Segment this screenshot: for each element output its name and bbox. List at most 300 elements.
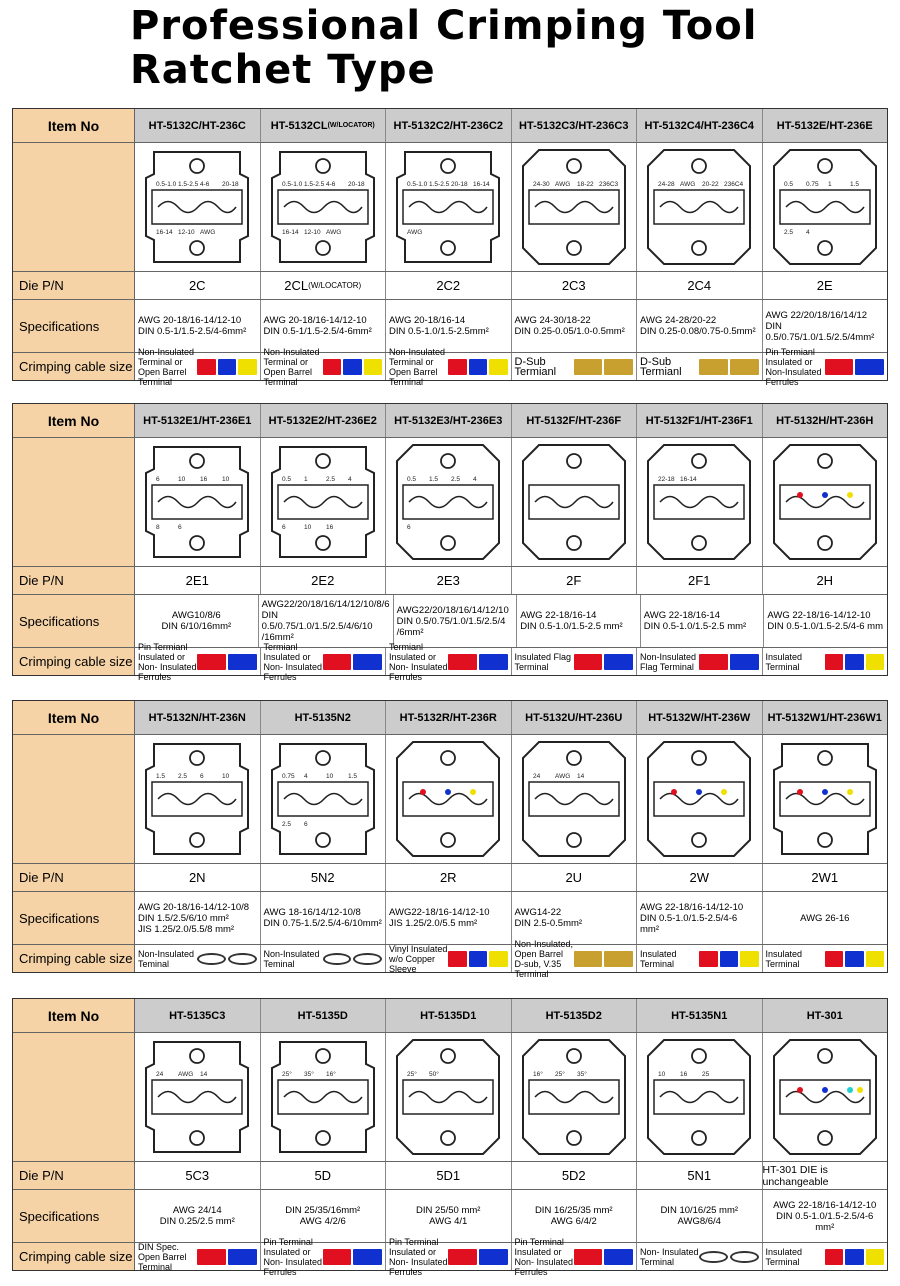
die-label: 35°	[303, 1071, 314, 1078]
terminal-icon	[448, 951, 507, 967]
die-pn-value: 2E3	[436, 573, 460, 588]
color-dot	[857, 1087, 863, 1093]
crimp-cell	[135, 641, 261, 682]
die-label: 2.5	[451, 476, 461, 483]
terminal-icon	[197, 359, 256, 375]
page-title	[130, 4, 757, 92]
die-label: 22-18	[658, 476, 675, 483]
crimp-text: Vinyl Insulated w/o Copper Sleeve	[389, 943, 448, 974]
die-label: 4	[347, 476, 352, 483]
die-label: 6	[407, 524, 411, 531]
spec-line: AWG22-18/16-14/12-10	[389, 907, 490, 918]
crimp-text: Pin Terminal Insulated or Non- Insulated Ferrules	[514, 1236, 574, 1277]
die-label: 35°	[576, 1071, 587, 1078]
die-label: 16-14	[281, 229, 299, 236]
die-pn-cell	[637, 864, 763, 891]
spec-lines	[766, 1200, 885, 1233]
color-dot	[797, 492, 803, 498]
item-no-cell	[763, 109, 888, 142]
item-model: HT-5135N2	[294, 711, 351, 724]
color-dot	[847, 789, 853, 795]
die-image-row	[13, 438, 887, 567]
item-model: HT-5132F/HT-236F	[526, 414, 622, 427]
spec-cell	[386, 300, 512, 352]
die-pn-value: 2W1	[811, 870, 839, 885]
die-label: 0.75	[281, 773, 295, 780]
item-no-label: Item No	[13, 701, 135, 734]
spec-lines	[138, 902, 249, 935]
spec-line: DIN 6/10/16mm²	[161, 621, 232, 632]
spec-line: AWG 22-18/16-14	[520, 610, 597, 621]
spec-lines	[520, 610, 622, 632]
item-no-cell	[512, 701, 638, 734]
terminal-swatch-icon	[323, 654, 352, 670]
terminal-swatch-icon	[604, 359, 633, 375]
item-no-cell	[512, 404, 638, 437]
item-sub: (W/LOCATOR)	[327, 122, 375, 129]
crimp-text: Non-Insulated Teminal	[263, 948, 320, 969]
die-drawing	[391, 144, 505, 270]
die-pn-cell	[637, 1162, 763, 1189]
die-pn-cell	[261, 864, 387, 891]
die-drawing	[768, 736, 882, 862]
crimp-cell	[386, 641, 512, 682]
color-dot	[445, 789, 451, 795]
spec-line: DIN 0.5-1.0/1.5-2.5 mm²	[520, 621, 623, 632]
die-image-row	[13, 1033, 887, 1162]
die-image-cell	[135, 735, 261, 863]
crimp-cell	[637, 1243, 763, 1270]
die-pn-value: 5N1	[687, 1168, 712, 1183]
terminal-swatch-icon	[720, 951, 738, 967]
terminal-swatch-icon	[343, 359, 361, 375]
spec-lines	[766, 310, 885, 343]
terminal-icon	[825, 654, 884, 670]
die-label: 1.5	[156, 773, 166, 780]
ring-terminal-icon	[353, 953, 382, 965]
die-label: 18-22	[576, 181, 594, 188]
die-label: 14	[576, 773, 584, 780]
die-pn-value: 2R	[439, 870, 457, 885]
die-image-cell	[386, 1033, 512, 1161]
terminal-swatch-icon	[604, 654, 633, 670]
die-label: 1.5	[429, 476, 439, 483]
die-image-cell	[135, 1033, 261, 1161]
item-model: HT-5132H/HT-236H	[776, 414, 874, 427]
die-label: 20-22	[702, 181, 719, 188]
terminal-swatch-icon	[197, 654, 226, 670]
crimp-cell	[261, 1236, 387, 1277]
spec-cell	[261, 892, 387, 944]
die-pn-cell	[261, 567, 387, 594]
die-label: 4-6	[200, 181, 210, 188]
die-image-row	[13, 143, 887, 272]
die-image-cell	[512, 735, 638, 863]
crimp-cell	[386, 346, 512, 387]
crimp-cell	[637, 353, 763, 380]
terminal-swatch-icon	[353, 1249, 382, 1265]
die-label: 12-10	[178, 229, 195, 236]
item-model: HT-5132E/HT-236E	[776, 119, 873, 132]
spec-cell	[135, 595, 259, 647]
spec-line: AWG8/6/4	[677, 1216, 721, 1227]
color-dot	[847, 1087, 853, 1093]
terminal-swatch-icon	[574, 359, 603, 375]
die-pn-cell	[386, 1162, 512, 1189]
spec-cell	[637, 1190, 763, 1242]
spec-line: DIN 0.5-1.0/1.5-2.5/4-6 mm²	[776, 1210, 874, 1233]
crimp-cell	[135, 945, 261, 972]
spec-cell	[763, 892, 888, 944]
terminal-icon	[574, 654, 633, 670]
crimp-cell	[261, 641, 387, 682]
terminal-swatch-icon	[730, 359, 759, 375]
die-pn-cell	[135, 864, 261, 891]
terminal-icon	[699, 654, 758, 670]
die-pn-cell	[261, 272, 387, 299]
terminal-swatch-icon	[448, 359, 466, 375]
spec-cell	[641, 595, 765, 647]
die-drawing	[517, 736, 631, 862]
image-label-spacer	[13, 438, 135, 566]
crimp-text: Pin Terminal Insulated or Non- Insulated Ferrules	[263, 1236, 323, 1277]
spec-line: DIN 0.25-0.05/1.0-0.5mm²	[514, 326, 625, 337]
ring-terminal-icon	[323, 953, 352, 965]
spec-lines	[640, 902, 759, 935]
item-no-cell	[637, 999, 763, 1032]
spec-line: DIN 0.5-1.0/1.5-2.5/4-6 mm²	[640, 912, 738, 935]
crimp-cell	[386, 1236, 512, 1277]
spec-line: AWG 20-18/16-14/12-10	[263, 315, 367, 326]
item-model: HT-5132C3/HT-236C3	[519, 119, 629, 132]
die-label: 25°	[281, 1071, 292, 1078]
spec-line: DIN 2.5-0.5mm²	[514, 918, 583, 929]
crimp-cell	[763, 648, 888, 675]
die-label: 16	[680, 1071, 688, 1078]
die-label: 24-30	[532, 181, 550, 188]
spec-cell	[386, 892, 512, 944]
die-label: 6	[281, 524, 286, 531]
crimp-text: Non-Insulated Teminal	[138, 948, 195, 969]
die-drawing	[517, 1034, 631, 1160]
die-label: 0.75	[805, 181, 819, 188]
terminal-swatch-icon	[323, 359, 341, 375]
die-label: 16°	[532, 1071, 543, 1078]
item-no-cell	[135, 109, 261, 142]
die-pn-cell	[512, 1162, 638, 1189]
die-image-cell	[512, 143, 638, 271]
die-image-cell	[763, 438, 888, 566]
die-label: 16°	[325, 1071, 336, 1078]
item-no-cell	[261, 701, 387, 734]
crimp-text: Termianl Insulated or Non- Insulated Ferrules	[389, 641, 448, 682]
die-label: AWG	[178, 1071, 194, 1078]
spec-cell	[135, 300, 261, 352]
crimp-text: Pin Terminal Insulated or Non- Insulated Ferrules	[389, 1236, 448, 1277]
terminal-icon	[825, 951, 884, 967]
die-image-cell	[386, 438, 512, 566]
die-drawing	[768, 1034, 882, 1160]
item-no-cell	[763, 701, 888, 734]
terminal-swatch-icon	[197, 1249, 226, 1265]
spec-line: DIN 0.75-1.5/2.5/4-6/10mm²	[263, 918, 382, 929]
spec-cell	[763, 1190, 888, 1242]
die-label: 16	[325, 524, 333, 531]
die-pn-value: 2H	[816, 573, 834, 588]
terminal-swatch-icon	[604, 951, 633, 967]
item-no-cell	[261, 999, 387, 1032]
spec-lines	[767, 610, 883, 632]
die-pn-cell	[512, 567, 638, 594]
spec-line: AWG14-22	[514, 907, 562, 918]
die-label: 6	[303, 821, 308, 828]
spec-cell	[512, 1190, 638, 1242]
spec-line: DIN 0.5/0.75/1.0/1.5/2.5/4/6/10	[261, 610, 373, 632]
crimp-text: Insulated Terminal	[640, 948, 677, 969]
terminal-swatch-icon	[574, 1249, 603, 1265]
die-pn-label: Die P/N	[13, 272, 135, 299]
item-no-cell	[135, 404, 261, 437]
die-label: 24	[532, 773, 540, 780]
spec-line: DIN 10/16/25 mm²	[660, 1205, 739, 1216]
die-drawing	[266, 439, 380, 565]
die-label: 2.5	[178, 773, 188, 780]
crimp-cell	[512, 648, 638, 675]
color-dot	[797, 789, 803, 795]
product-block	[12, 998, 888, 1277]
terminal-icon	[448, 654, 507, 670]
die-pn-value: 5D1	[436, 1168, 461, 1183]
terminal-swatch-icon	[855, 359, 884, 375]
crimp-cell	[512, 938, 638, 979]
crimp-text: Non-Insulated, Open Barrel D-sub, V.35 Terminal	[514, 938, 574, 979]
die-pn-cell	[763, 1162, 888, 1189]
die-image-cell	[261, 735, 387, 863]
terminal-swatch-icon	[197, 359, 215, 375]
die-label: 1.5-2.5	[303, 181, 324, 188]
crimp-row	[13, 938, 887, 979]
color-dot	[822, 492, 828, 498]
die-pn-cell	[512, 864, 638, 891]
die-label: AWG	[325, 229, 342, 236]
die-drawing	[140, 144, 254, 270]
terminal-swatch-icon	[479, 1249, 508, 1265]
die-pn-label: Die P/N	[13, 1162, 135, 1189]
terminal-swatch-icon	[218, 359, 236, 375]
item-model: HT-5132CL	[270, 119, 328, 132]
spec-line: AWG 4/1	[429, 1216, 468, 1227]
spec-cell	[135, 1190, 261, 1242]
product-block	[12, 108, 888, 387]
terminal-swatch-icon	[604, 1249, 633, 1265]
spec-line: AWG 6/4/2	[550, 1216, 597, 1227]
spec-lines	[138, 315, 246, 337]
spec-line: AWG 22-18/16-14/12-10	[767, 610, 871, 621]
crimp-text: D-Sub Termianl	[640, 355, 682, 378]
ring-terminal-icon	[228, 953, 257, 965]
die-label: 0.5	[281, 476, 291, 483]
item-no-cell	[512, 999, 638, 1032]
item-model: HT-5135D2	[545, 1009, 602, 1022]
item-no-cell	[512, 109, 638, 142]
die-pn-value: 2W	[689, 870, 709, 885]
terminal-swatch-icon	[825, 654, 843, 670]
spec-row	[13, 1190, 887, 1243]
die-label: 16-14	[156, 229, 173, 236]
spec-cell	[763, 300, 888, 352]
item-no-row	[13, 404, 887, 438]
terminal-swatch-icon	[574, 654, 603, 670]
terminal-swatch-icon	[469, 359, 487, 375]
crimp-text: Non-Insulated Terminal or Open Barrel Terminal	[138, 346, 195, 387]
crimp-label: Crimping cable size	[13, 1243, 135, 1270]
terminal-icon	[448, 1249, 507, 1265]
spec-line: AWG 20-18/16-14	[389, 315, 466, 326]
spec-cell	[386, 1190, 512, 1242]
terminal-swatch-icon	[699, 654, 728, 670]
die-pn-value: 2E2	[311, 573, 335, 588]
die-label: 12-10	[303, 229, 321, 236]
ring-terminal-icon	[730, 1251, 759, 1263]
title-line-1: Professional Crimping Tool	[130, 3, 758, 49]
spec-cell	[135, 892, 261, 944]
spec-line: AWG 18-16/14/12-10/8	[263, 907, 361, 918]
crimp-text: Insulated Terminal	[765, 948, 803, 969]
terminal-icon	[448, 359, 507, 375]
spec-lines	[262, 599, 390, 643]
die-label: 10	[325, 773, 333, 780]
terminal-icon	[825, 1249, 884, 1265]
spec-lines	[397, 605, 509, 638]
spec-lines	[515, 907, 583, 929]
die-pn-value: 2F	[566, 573, 582, 588]
item-model: HT-5132N/HT-236N	[148, 711, 246, 724]
crimp-text: Insulated Flag Terminal	[514, 651, 572, 672]
item-no-cell	[261, 109, 387, 142]
die-label: 1.5-2.5	[178, 181, 199, 188]
crimp-row	[13, 1236, 887, 1277]
die-image-cell	[637, 143, 763, 271]
ring-terminal-icon	[699, 1251, 728, 1263]
die-label: 25°	[407, 1071, 418, 1078]
product-block	[12, 403, 888, 682]
die-image-cell	[512, 1033, 638, 1161]
die-label: 4	[473, 476, 477, 483]
die-drawing	[642, 144, 756, 270]
die-drawing	[517, 144, 631, 270]
item-no-cell	[135, 999, 261, 1032]
die-pn-label: Die P/N	[13, 567, 135, 594]
spec-line: DIN 0.25/2.5 mm²	[159, 1216, 235, 1227]
spec-cell	[259, 595, 394, 647]
terminal-icon	[323, 654, 382, 670]
crimp-cell	[763, 945, 888, 972]
crimp-cell	[261, 945, 387, 972]
image-label-spacer	[13, 735, 135, 863]
crimp-label: Crimping cable size	[13, 353, 135, 380]
terminal-swatch-icon	[866, 1249, 884, 1265]
die-image-cell	[637, 735, 763, 863]
terminal-swatch-icon	[845, 1249, 863, 1265]
die-pn-row	[13, 272, 887, 300]
crimp-text: Non-Insulated Terminal or Open Barrel Terminal	[263, 346, 320, 387]
crimp-cell	[763, 1243, 888, 1270]
crimp-text: D-Sub Termianl	[514, 355, 557, 378]
die-drawing	[266, 1034, 380, 1160]
item-model: HT-5132F1/HT-236F1	[645, 414, 753, 427]
die-label: 0.5	[407, 476, 417, 483]
crimp-row	[13, 641, 887, 682]
terminal-swatch-icon	[479, 654, 508, 670]
spec-lines	[640, 315, 756, 337]
color-dot	[470, 789, 476, 795]
color-dot	[721, 789, 727, 795]
terminal-swatch-icon	[228, 1249, 257, 1265]
die-pn-cell	[637, 567, 763, 594]
terminal-icon	[323, 359, 382, 375]
item-no-cell	[261, 404, 387, 437]
item-no-cell	[386, 109, 512, 142]
crimp-cell	[135, 1243, 261, 1270]
item-no-cell	[637, 701, 763, 734]
die-pn-value: 2N	[188, 870, 206, 885]
spec-line: AWG 4/2/6	[299, 1216, 346, 1227]
terminal-swatch-icon	[845, 654, 863, 670]
die-label: 236C3	[598, 181, 618, 188]
spec-line: AWG 24/14	[172, 1205, 222, 1216]
die-pn-value: 2U	[565, 870, 583, 885]
die-label: 4	[805, 229, 810, 236]
item-no-cell	[135, 701, 261, 734]
terminal-swatch-icon	[825, 359, 854, 375]
spec-line: DIN 16/25/35 mm²	[534, 1205, 613, 1216]
crimp-text: Termianl Insulated or Non- Insulated Ferrules	[263, 641, 323, 682]
spec-line: /16mm²	[261, 632, 294, 643]
spec-line: DIN 0.5-1/1.5-2.5/4-6mm²	[263, 326, 372, 337]
die-image-cell	[386, 143, 512, 271]
die-drawing	[768, 144, 882, 270]
item-model: HT-5132C2/HT-236C2	[393, 119, 503, 132]
die-image-row	[13, 735, 887, 864]
spec-line: AWG10/8/6	[171, 610, 221, 621]
item-no-cell	[386, 404, 512, 437]
item-model: HT-5132R/HT-236R	[399, 711, 497, 724]
die-pn-value: HT-301 DIE is unchangeable	[762, 1163, 829, 1188]
item-no-label: Item No	[13, 109, 135, 142]
die-pn-cell	[386, 567, 512, 594]
spec-lines	[535, 1205, 613, 1227]
spec-line: DIN 1.5/2.5/6/10 mm²	[138, 912, 229, 924]
spec-lines	[389, 315, 489, 337]
die-pn-cell	[135, 272, 261, 299]
die-label: 2.5	[325, 476, 335, 483]
spec-cell	[261, 1190, 387, 1242]
spec-line: DIN 0.5-1.0/1.5-2.5/4-6 mm	[767, 621, 884, 632]
spec-cell	[637, 300, 763, 352]
die-label: 4	[303, 773, 308, 780]
spec-line: DIN 0.5-1.0/1.5-2.5mm²	[389, 326, 489, 337]
die-label: 8	[156, 524, 160, 531]
die-label: 10	[222, 476, 230, 483]
spec-line: JIS 1.25/2.0/5.5/8 mm²	[138, 923, 235, 935]
spec-line: DIN 0.5-1/1.5-2.5/4-6mm²	[138, 326, 247, 337]
die-label: 0.5-1.0	[156, 181, 177, 188]
spec-cell	[512, 892, 638, 944]
crimp-text: Non-Insulated Flag Terminal	[640, 651, 697, 672]
die-pn-label: Die P/N	[13, 864, 135, 891]
spec-line: AWG 24-28/20-22	[640, 315, 717, 326]
item-model: HT-5132C/HT-236C	[148, 119, 246, 132]
